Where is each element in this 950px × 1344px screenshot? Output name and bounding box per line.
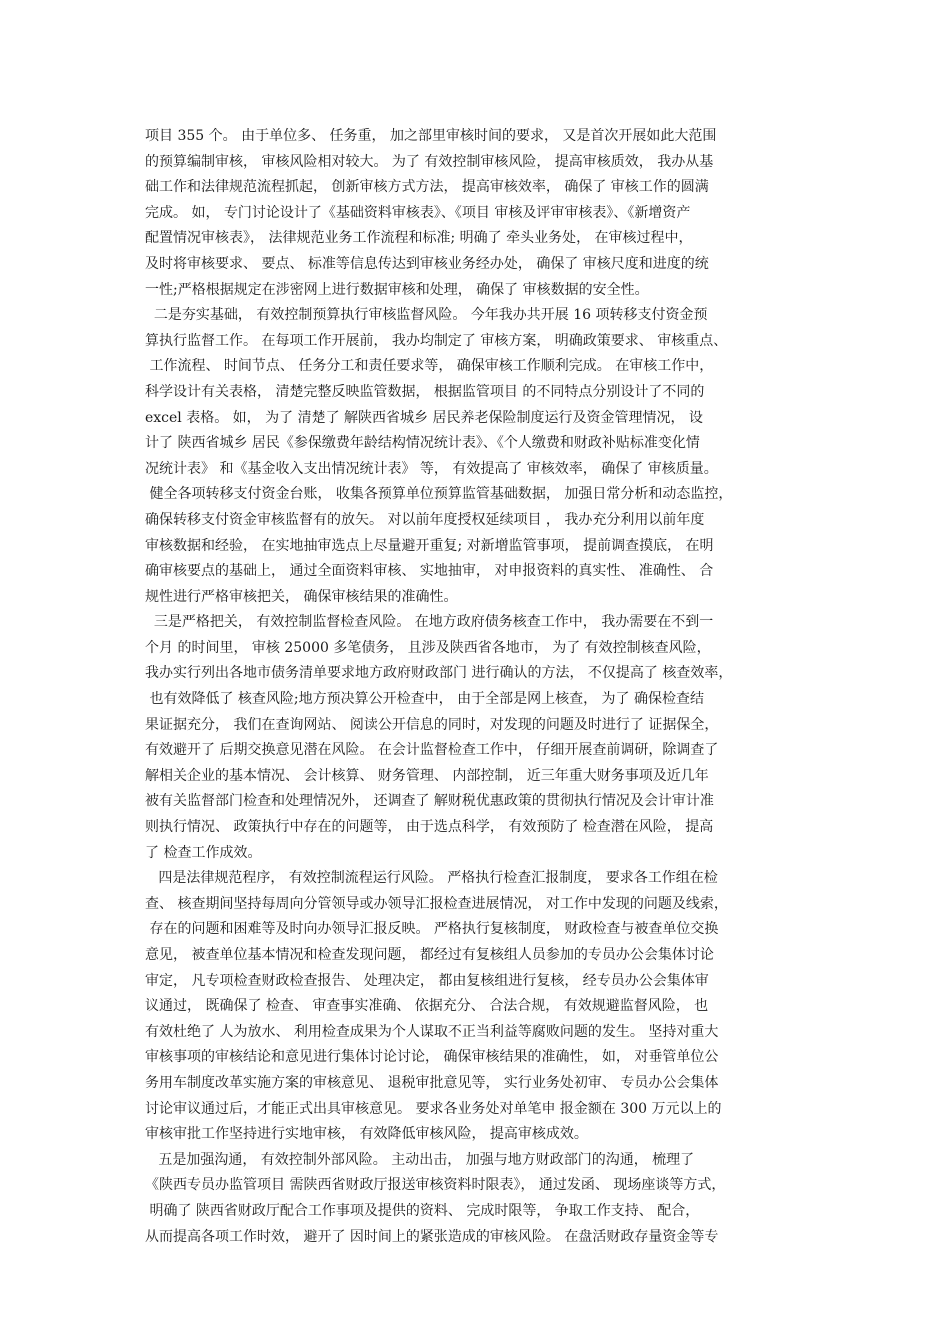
text-line: 工作流程、 时间节点、 任务分工和责任要求等， 确保审核工作顺利完成。 在审核工作中， [145,358,714,375]
body-text [145,124,825,1250]
text-line: 我办实行列出各地市债务清单要求地方政府财政部门 进行确认的方法， 不仅提高了 核查效率， [145,665,733,682]
text-line: 查、 核查期间坚持每周向分管领导或办领导汇报检查进展情况， 对工作中发现的问题及线索， [145,895,728,912]
text-line: 计了 陕西省城乡 居民《参保缴费年龄结构情况统计表》、《个人缴费和财政补贴标准变化情 [145,435,700,452]
text-line: 解相关企业的基本情况、 会计核算、 财务管理、 内部控制， 近三年重大财务事项及近几年 [145,767,709,784]
text-line: 算执行监督工作。 在每项工作开展前， 我办均制定了 审核方案， 明确政策要求、 审核重点、 [145,332,728,349]
text-line: 完成。 如， 专门讨论设计了《基础资料审核表》、《项目 审核及评审审核表》、《新增资产 [145,204,691,221]
text-line: 础工作和法律规范流程抓起， 创新审核方式方法， 提高审核效率， 确保了 审核工作的圆满 [145,179,709,196]
text-line: 项目 355 个。 由于单位多、 任务重， 加之部里审核时间的要求， 又是首次开展如此大范围 [145,128,717,144]
text-line: 二是夯实基础， 有效控制预算执行审核监督风险。 今年我办共开展 16 项转移支付资金预 [145,307,708,324]
text-line: 务用车制度改革实施方案的审核意见、 退税审批意见等， 实行业务处初审、 专员办公会集体 [145,1074,719,1091]
text-line: 健全各项转移支付资金台账， 收集各预算单位预算监管基础数据， 加强日常分析和动态监控， [145,486,733,503]
text-line: 一性;严格根据规定在涉密网上进行数据审核和处理， 确保了 审核数据的安全性。 [145,281,649,298]
text-line: 则执行情况、 政策执行中存在的问题等， 由于选点科学， 有效预防了 检查潜在风险， 提高 [145,819,714,836]
text-line: 审核数据和经验， 在实地抽审选点上尽量避开重复; 对新增监管事项， 提前调查摸底， 在明 [145,537,714,554]
text-line: 明确了 陕西省财政厅配合工作事项及提供的资料、 完成时限等， 争取工作支持、 配合， [145,1202,700,1219]
text-line: 意见， 被查单位基本情况和检查发现问题， 都经过有复核组人员参加的专员办公会集体讨论 [145,947,714,963]
text-line: 议通过， 既确保了 检查、 审查事实准确、 依据充分、 合法合规， 有效规避监督风险， 也 [145,998,709,1015]
text-line: 也有效降低了 核查风险;地方预决算公开检查中， 由于全部是网上核查， 为了 确保检查结 [145,691,704,708]
text-line: 审定， 凡专项检查财政检查报告、 处理决定， 都由复核组进行复核， 经专员办公会集体审 [145,972,709,989]
text-line: 的预算编制审核， 审核风险相对较大。 为了 有效控制审核风险， 提高审核质效， 我办从基 [145,153,714,170]
text-line: 五是加强沟通， 有效控制外部风险。 主动出击， 加强与地方财政部门的沟通， 梳理了 [145,1151,695,1168]
text-line: 及时将审核要求、 要点、 标准等信息传达到审核业务经办处， 确保了 审核尺度和进度的统 [145,255,709,272]
text-line: 四是法律规范程序， 有效控制流程运行风险。 严格执行检查汇报制度， 要求各工作组在检 [145,870,718,887]
text-line: 确保转移支付资金审核监督有的放矢。 对以前年度授权延续项目 ， 我办充分利用以前年度 [145,511,705,528]
text-line: 规性进行严格审核把关， 确保审核结果的准确性。 [145,588,458,605]
text-line: 有效杜绝了 人为放水、 利用检查成果为个人谋取不正当利益等腐败问题的发生。 坚持对重大 [145,1023,719,1040]
text-line: 果证据充分， 我们在查询网站、 阅读公开信息的同时，对发现的问题及时进行了 证据保全， [145,716,719,733]
text-line: 被有关监督部门检查和处理情况外， 还调查了 解财税优惠政策的贯彻执行情况及会计审计准 [145,793,714,810]
text-line: 配置情况审核表》， 法律规范业务工作流程和标准; 明确了 牵头业务处， 在审核过程中， [145,230,693,247]
text-line: 三是严格把关， 有效控制监督检查风险。 在地方政府债务核查工作中， 我办需要在不到一 [145,614,714,631]
text-line: 审核事项的审核结论和意见进行集体讨论讨论， 确保审核结果的准确性， 如， 对垂管单位公 [145,1049,719,1066]
text-line: 存在的问题和困难等及时向办领导汇报反映。 严格执行复核制度， 财政检查与被查单位交换 [145,921,719,938]
text-line: 有效避开了 后期交换意见潜在风险。 在会计监督检查工作中， 仔细开展查前调研，除调查了 [145,742,719,759]
text-line: 审核审批工作坚持进行实地审核， 有效降低审核风险， 提高审核成效。 [145,1126,588,1143]
text-line: 《陕西专员办监管项目 需陕西省财政厅报送审核资料时限表》， 通过发函、 现场座谈等方式， [145,1177,726,1194]
text-line: 讨论审议通过后，才能正式出具审核意见。 要求各业务处对单笔申 报金额在 300 万元以上的 [145,1100,722,1117]
text-line: 了 检查工作成效。 [145,844,262,861]
text-line: 从而提高各项工作时效， 避开了 因时间上的紧张造成的审核风险。 在盘活财政存量资金等专 [145,1228,719,1245]
text-line: 况统计表》 和《基金收入支出情况统计表》 等， 有效提高了 审核效率， 确保了 审核质量。 [145,460,718,477]
text-line: 确审核要点的基础上， 通过全面资料审核、 实地抽审， 对申报资料的真实性、 准确性、 合 [145,563,714,580]
text-line: 科学设计有关表格， 清楚完整反映监管数据， 根据监管项目 的不同特点分别设计了不同的 [145,383,705,400]
text-line: 个月 的时间里， 审核 25000 多笔债务， 且涉及陕西省各地市， 为了 有效控制核查风险， [145,639,711,656]
text-line: excel 表格。 如， 为了 清楚了 解陕西省城乡 居民养老保险制度运行及资金管理情况， 设 [145,409,703,426]
